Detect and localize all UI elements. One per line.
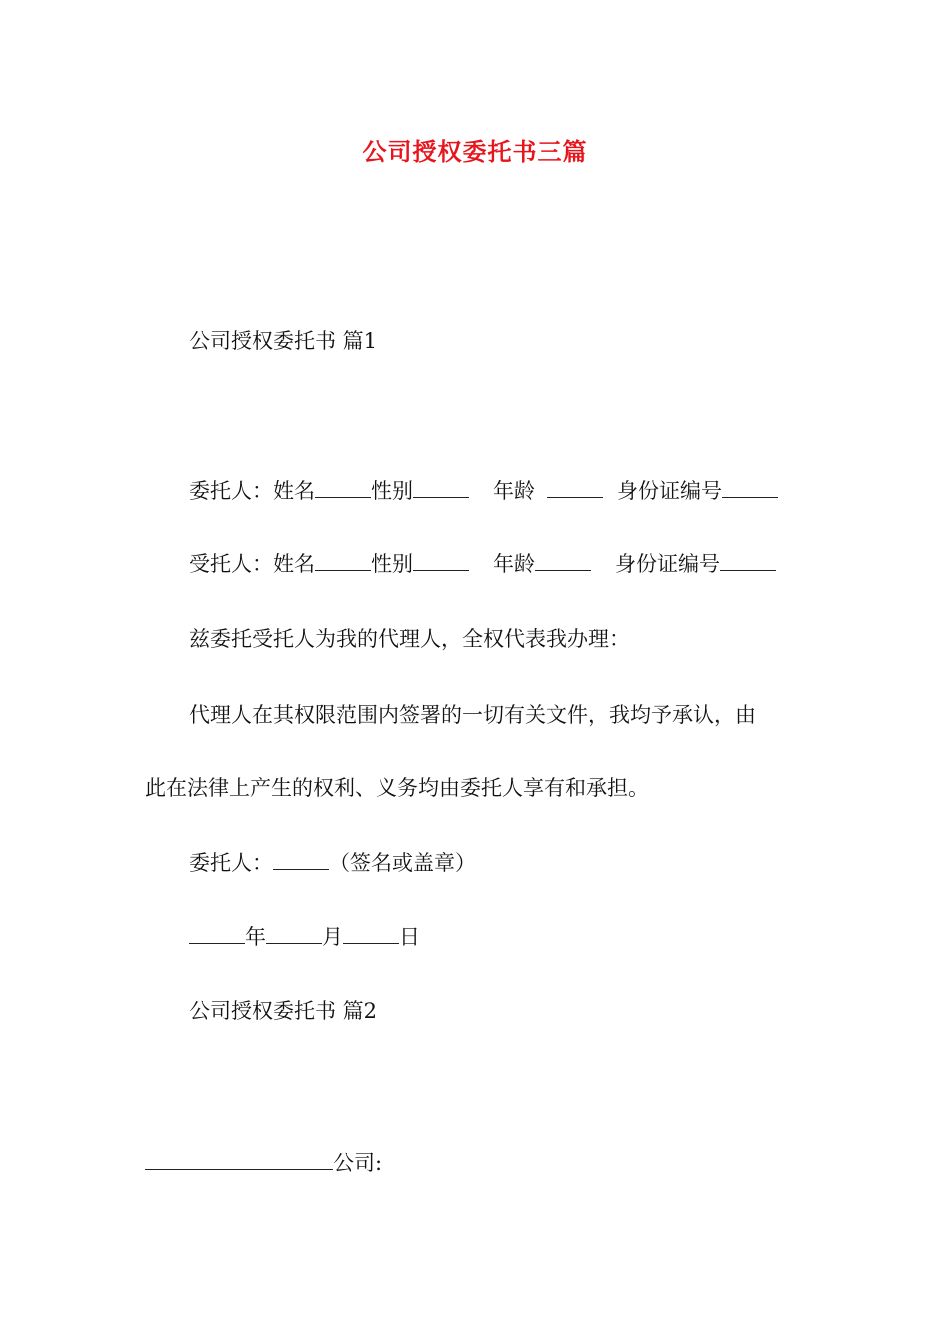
agent-gender-label: 性别: [371, 552, 413, 576]
agent-id-label: 身份证编号: [615, 552, 720, 576]
principal-id-label: 身份证编号: [617, 479, 722, 503]
day-blank: [343, 925, 399, 944]
section1-heading: 公司授权委托书 篇1: [189, 329, 378, 353]
company-line: [145, 1148, 382, 1178]
signature-line: [189, 848, 476, 878]
paragraph-line-2: 此在法律上产生的权利、义务均由委托人享有和承担。: [145, 776, 649, 800]
principal-line: [189, 476, 778, 506]
agent-age-label: 年龄: [493, 552, 535, 576]
principal-age-blank: [547, 479, 603, 498]
agent-gender-blank: [413, 552, 469, 571]
principal-id-blank: [722, 479, 778, 498]
principal-name-blank: [315, 479, 371, 498]
section2-heading: 公司授权委托书 篇2: [189, 999, 378, 1023]
agent-line: [189, 549, 776, 579]
agent-label: 受托人：: [189, 552, 273, 576]
day-label: 日: [399, 925, 420, 949]
principal-name-label: 姓名: [273, 479, 315, 503]
signature-label: 委托人：: [189, 851, 273, 875]
authorize-text: 兹委托受托人为我的代理人，全权代表我办理：: [189, 627, 630, 651]
agent-id-blank: [720, 552, 776, 571]
principal-gender-blank: [413, 479, 469, 498]
date-line: [189, 922, 420, 952]
year-label: 年: [245, 925, 266, 949]
principal-gender-label: 性别: [371, 479, 413, 503]
agent-name-blank: [315, 552, 371, 571]
signature-blank: [273, 851, 329, 870]
paragraph-line-1: 代理人在其权限范围内签署的一切有关文件，我均予承认，由: [189, 703, 756, 727]
company-label: 公司:: [333, 1151, 383, 1175]
month-label: 月: [322, 925, 343, 949]
principal-age-label: 年龄: [493, 479, 535, 503]
company-blank: [145, 1151, 333, 1170]
document-title: 公司授权委托书三篇: [362, 137, 588, 166]
principal-label: 委托人：: [189, 479, 273, 503]
agent-age-blank: [535, 552, 591, 571]
agent-name-label: 姓名: [273, 552, 315, 576]
signature-note: （签名或盖章）: [329, 851, 476, 875]
month-blank: [266, 925, 322, 944]
year-blank: [189, 925, 245, 944]
